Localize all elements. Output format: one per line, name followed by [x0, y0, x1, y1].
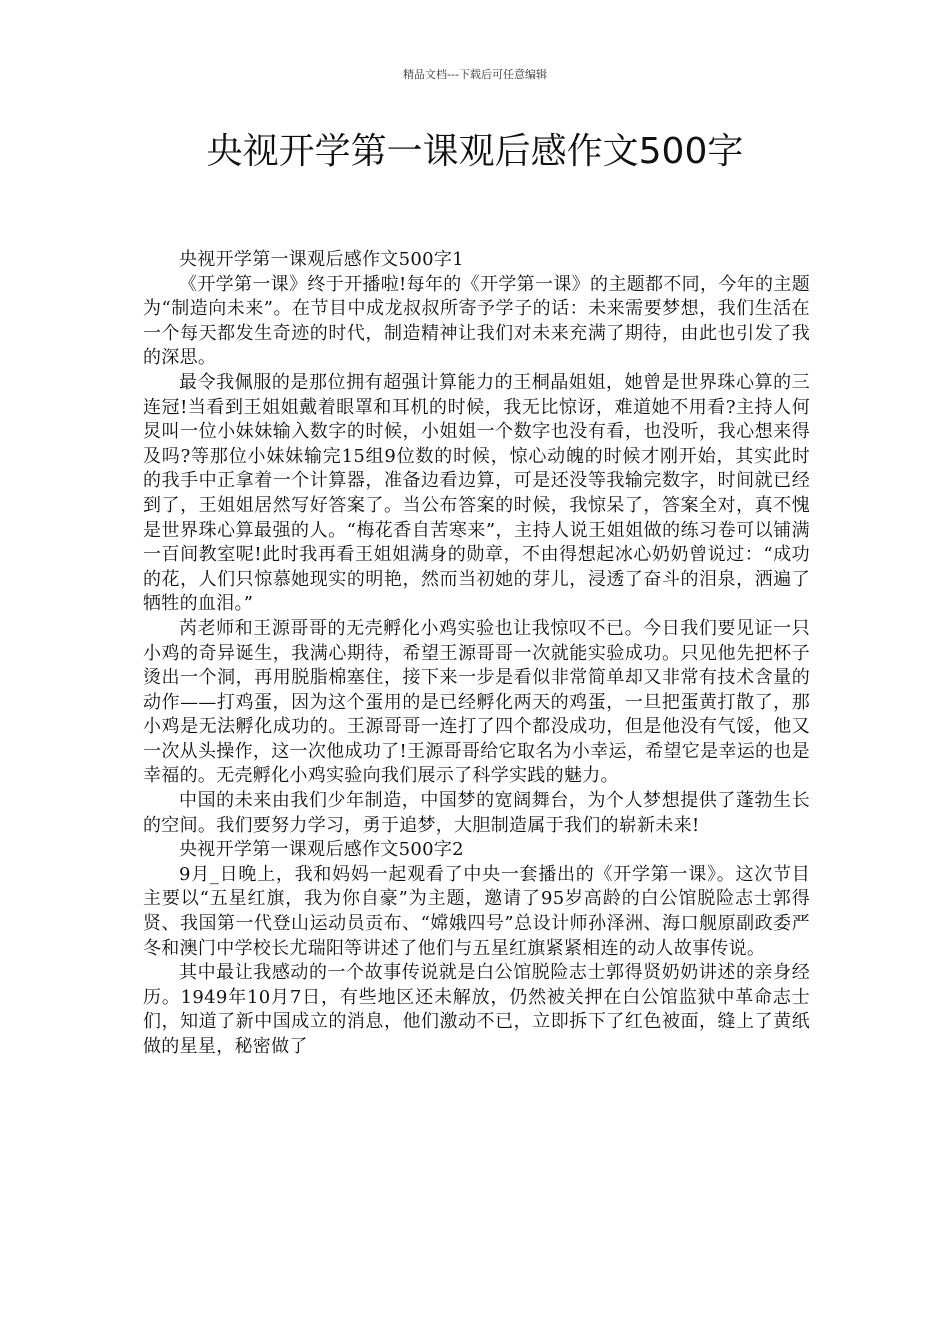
document-title: 央视开学第一课观后感作文500字 — [206, 131, 744, 172]
header-note: 精品文档---下载后可任意编辑 — [403, 68, 547, 81]
paragraph: 芮老师和王源哥哥的无壳孵化小鸡实验也让我惊叹不已。今日我们要见证一只小鸡的奇异诞生，我满心期待，希望王源哥哥一次就能实验成功。只见他先把杯子烫出一个洞，再用脱脂棉塞住，接下来一步是看似非常简单却又非常有技术含量的动作——打鸡蛋，因为这个蛋用的是已经孵化两天的鸡蛋，一旦把蛋黄打散了，那小鸡是无法孵化成功的。王源哥哥一连打了四个都没成功，但是他没有气馁，他又一次从头操作，这一次他成功了!王源哥哥给它取名为小幸运，希望它是幸运的也是幸福的。无壳孵化小鸡实验向我们展示了科学实践的魅力。 — [143, 617, 810, 787]
paragraph: 中国的未来由我们少年制造，中国梦的宽阔舞台，为个人梦想提供了蓬勃生长的空间。我们要努力学习，勇于追梦，大胆制造属于我们的崭新未来! — [143, 790, 810, 836]
document-body — [143, 248, 810, 1060]
paragraph: 最令我佩服的是那位拥有超强计算能力的王桐晶姐姐，她曾是世界珠心算的三连冠!当看到王姐姐戴着眼罩和耳机的时候，我无比惊讶，难道她不用看?主持人何炅叫一位小妹妹输入数字的时候，小姐姐一个数字也没有看，也没听，我心想来得及吗?等那位小妹妹输完15组9位数的时候，惊心动魄的时候才刚开始，其实此时的我手中正拿着一个计算器，准备边看边算，可是还没等我输完数字，时间就已经到了，王姐姐居然写好答案了。当公布答案的时候，我惊呆了，答案全对，真不愧是世界珠心算最强的人。“梅花香自苦寒来”，主持人说王姐姐做的练习卷可以铺满一百间教室呢!此时我再看王姐姐满身的勋章，不由得想起冰心奶奶曾说过：“成功的花，人们只惊慕她现实的明艳，然而当初她的芽儿，浸透了奋斗的泪泉，洒遍了牺牲的血泪。” — [143, 371, 810, 615]
paragraph: 其中最让我感动的一个故事传说就是白公馆脱险志士郭得贤奶奶讲述的亲身经历。1949年10月7日，有些地区还未解放，仍然被关押在白公馆监狱中革命志士们，知道了新中国成立的消息，他们激动不已，立即拆下了红色被面，缝上了黄纸做的星星，秘密做了 — [143, 962, 810, 1057]
paragraph: 9月_日晚上，我和妈妈一起观看了中央一套播出的《开学第一课》。这次节目主要以“五星红旗，我为你自豪”为主题，邀请了95岁高龄的白公馆脱险志士郭得贤、我国第一代登山运动员贡布、“嫦娥四号”总设计师孙泽洲、海口舰原副政委严冬和澳门中学校长尤瑞阳等讲述了他们与五星红旗紧紧相连的动人故事传说。 — [143, 863, 810, 959]
paragraph: 《开学第一课》终于开播啦!每年的《开学第一课》的主题都不同，今年的主题为“制造向未来”。在节目中成龙叔叔所寄予学子的话：未来需要梦想，我们生活在一个每天都发生奇迹的时代，制造精神让我们对未来充满了期待，由此也引发了我的深思。 — [143, 273, 810, 369]
section-heading-2: 央视开学第一课观后感作文500字2 — [179, 839, 464, 861]
section-heading-1: 央视开学第一课观后感作文500字1 — [179, 249, 464, 270]
